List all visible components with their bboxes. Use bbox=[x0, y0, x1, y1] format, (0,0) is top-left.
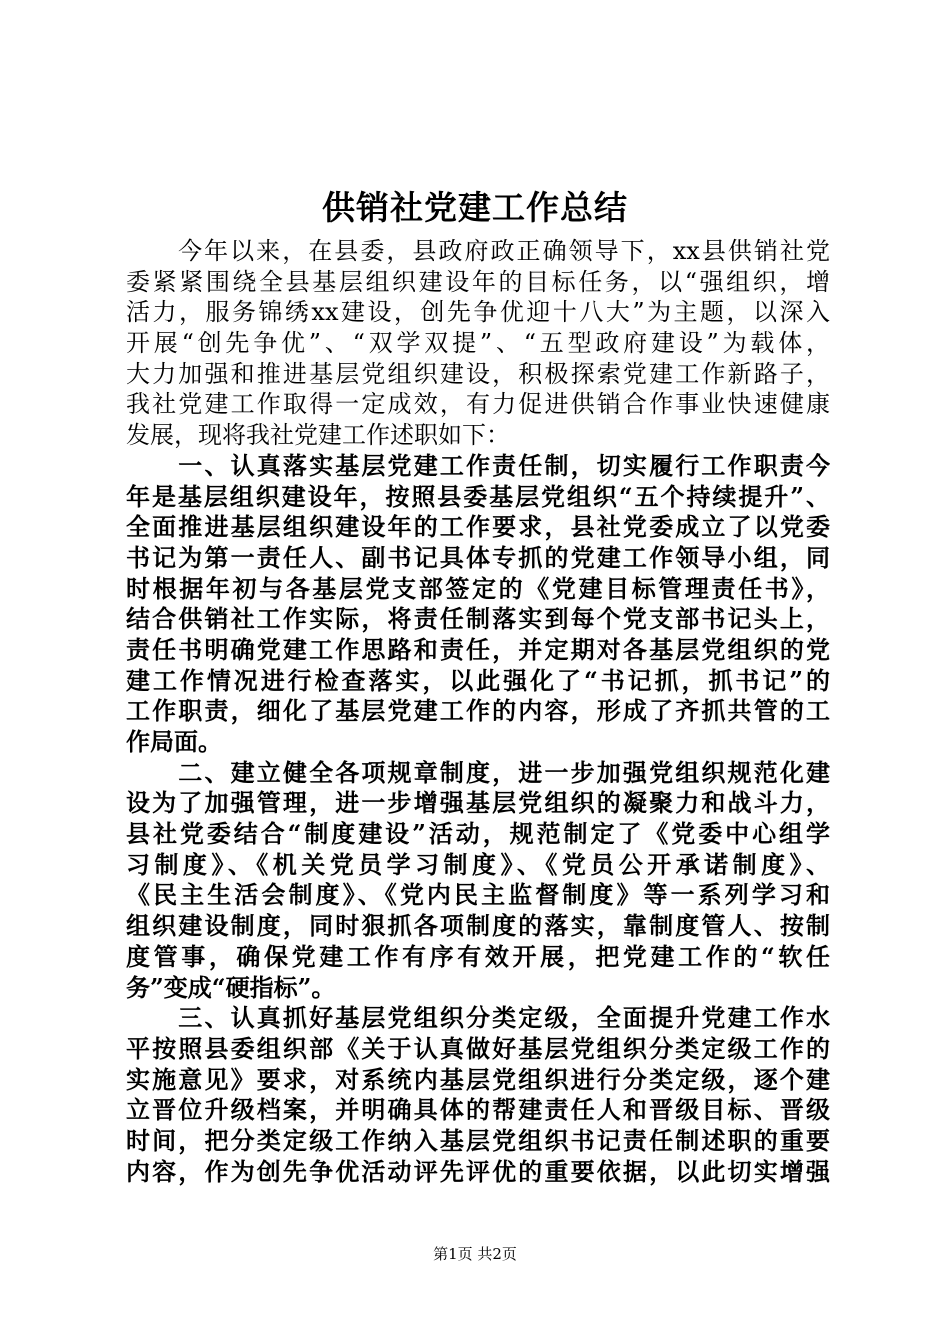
text-line: 工作职责，细化了基层党建工作的内容，形成了齐抓共管的工 bbox=[126, 696, 830, 726]
text-line: 建工作情况进行检查落实，以此强化了“书记抓，抓书记”的 bbox=[126, 665, 830, 695]
document-body bbox=[126, 236, 830, 1187]
text-line: 责任书明确党建工作思路和责任，并定期对各基层党组织的党 bbox=[126, 634, 830, 664]
text-line: 县社党委结合“制度建设”活动，规范制定了《党委中心组学 bbox=[126, 819, 830, 849]
text-line: 书记为第一责任人、副书记具体专抓的党建工作领导小组，同 bbox=[126, 542, 830, 572]
text-line: 时根据年初与各基层党支部签定的《党建目标管理责任书》， bbox=[126, 573, 830, 603]
text-line: 结合供销社工作实际，将责任制落实到每个党支部书记头上， bbox=[126, 604, 830, 634]
section-1-heading-line: 一、认真落实基层党建工作责任制，切实履行工作职责今 bbox=[126, 450, 830, 480]
text-line: 实施意见》要求，对系统内基层党组织进行分类定级，逐个建 bbox=[126, 1064, 830, 1094]
text-line: 活力，服务锦绣xx建设，创先争优迎十八大”为主题，以深入 bbox=[126, 298, 830, 327]
section-3-paragraph bbox=[126, 1003, 830, 1187]
text-line: 度管事，确保党建工作有序有效开展，把党建工作的“软任 bbox=[126, 941, 830, 971]
text-line: 委紧紧围绕全县基层组织建设年的目标任务，以“强组织，增 bbox=[126, 267, 830, 296]
text-line: 务”变成“硬指标”。 bbox=[126, 972, 336, 1002]
text-line: 立晋位升级档案，并明确具体的帮建责任人和晋级目标、晋级 bbox=[126, 1095, 830, 1125]
text-line: 今年以来，在县委，县政府政正确领导下，xx县供销社党 bbox=[126, 237, 830, 265]
page-footer: 第1页 共2页 bbox=[433, 1245, 517, 1263]
text-line: 大力加强和推进基层党组织建设，积极探索党建工作新路子， bbox=[126, 359, 830, 388]
text-line: 作局面。 bbox=[126, 727, 222, 756]
section-2-paragraph bbox=[126, 758, 830, 1004]
text-line: 平按照县委组织部《关于认真做好基层党组织分类定级工作的 bbox=[126, 1033, 830, 1063]
text-line: 时间，把分类定级工作纳入基层党组织书记责任制述职的重要 bbox=[126, 1125, 830, 1155]
text-line: 习制度》、《机关党员学习制度》、《党员公开承诺制度》、 bbox=[126, 849, 830, 879]
intro-paragraph bbox=[126, 236, 830, 451]
text-line: 年是基层组织建设年，按照县委基层党组织“五个持续提升”、 bbox=[126, 481, 830, 511]
text-line: 全面推进基层组织建设年的工作要求，县社党委成立了以党委 bbox=[126, 512, 830, 542]
section-2-heading-line: 二、建立健全各项规章制度，进一步加强党组织规范化建 bbox=[126, 757, 830, 787]
section-1-paragraph bbox=[126, 451, 830, 758]
text-line: 开展“创先争优”、“双学双提”、“五型政府建设”为载体， bbox=[126, 329, 830, 358]
text-line: 发展，现将我社党建工作述职如下： bbox=[126, 421, 510, 450]
section-3-heading-line: 三、认真抓好基层党组织分类定级，全面提升党建工作水 bbox=[126, 1003, 830, 1033]
text-line: 《民主生活会制度》、《党内民主监督制度》等一系列学习和 bbox=[126, 880, 830, 910]
text-line: 组织建设制度，同时狠抓各项制度的落实，靠制度管人、按制 bbox=[126, 911, 830, 941]
text-line: 内容，作为创先争优活动评先评优的重要依据，以此切实增强 bbox=[126, 1156, 830, 1186]
text-line: 设为了加强管理，进一步增强基层党组织的凝聚力和战斗力， bbox=[126, 788, 830, 818]
text-line: 我社党建工作取得一定成效，有力促进供销合作事业快速健康 bbox=[126, 390, 830, 419]
document-title: 供销社党建工作总结 bbox=[322, 188, 628, 227]
